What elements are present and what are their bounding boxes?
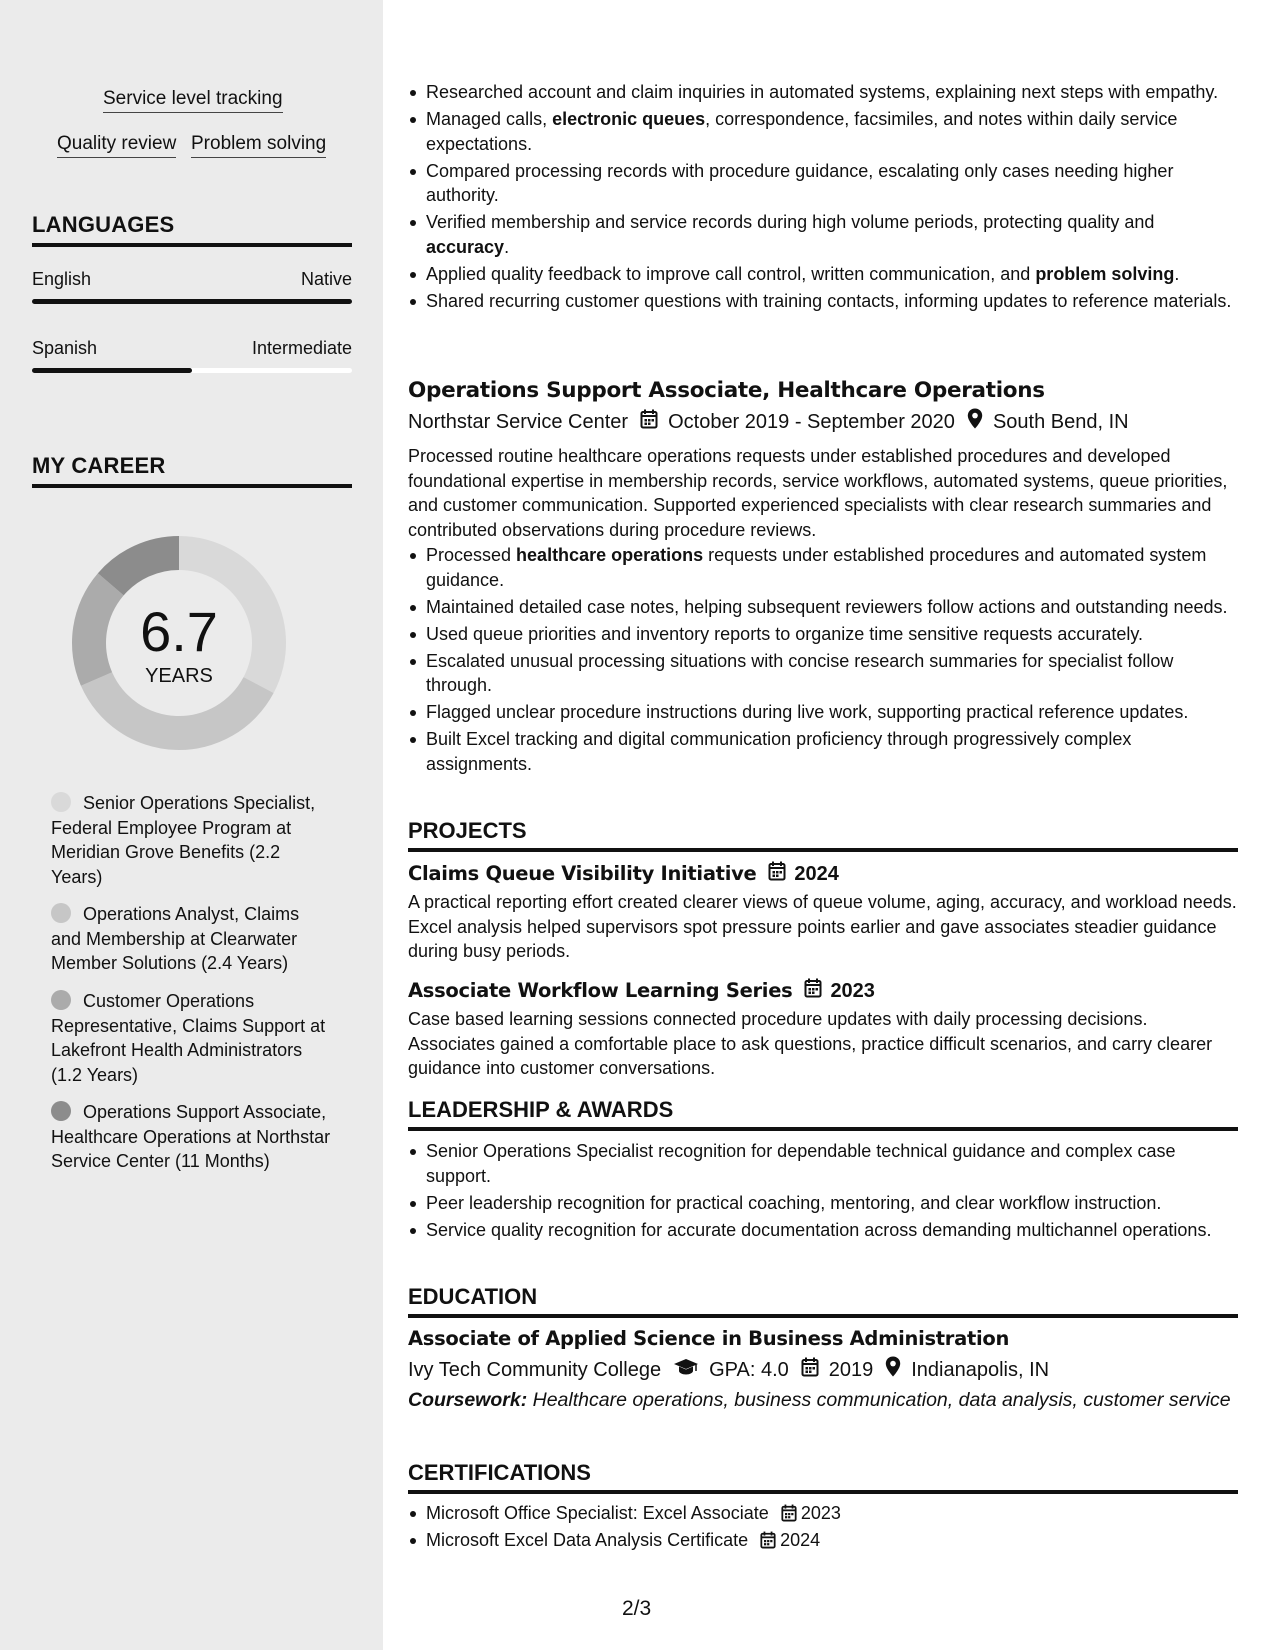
experience-bullet: Escalated unusual processing situations with concise research summaries for specialist follow through. [408, 649, 1238, 698]
experience-bullet: Researched account and claim inquiries in automated systems, explaining next steps with empathy. [408, 80, 1238, 105]
job-summary: Processed routine healthcare operations requests under established procedures and developed foundational expertise in membership records, service workflows, automated systems, queue priorities, and customer communication. Supported experienced specialists with clear research summaries and contributed observations during procedure reviews. [408, 446, 1228, 540]
calendar-icon [640, 409, 658, 436]
project-title-row [408, 861, 839, 887]
experience-bullet: Verified membership and service records during high volume periods, protecting quality and accuracy. [408, 210, 1238, 259]
certification-name: Microsoft Office Specialist: Excel Associate [426, 1503, 769, 1523]
project-year: 2023 [830, 980, 875, 1002]
career-legend-item [51, 902, 331, 976]
job-dates: October 2019 - September 2020 [668, 411, 955, 433]
career-donut-chart [66, 530, 292, 756]
education-year: 2019 [828, 1359, 874, 1381]
education-meta [408, 1356, 1049, 1384]
language-level: Native [300, 269, 352, 289]
experience-bullet: Applied quality feedback to improve call control, written communication, and problem solving. [408, 262, 1238, 287]
leadership-item: Service quality recognition for accurate documentation across demanding multichannel operations. [408, 1218, 1238, 1243]
legend-dot [51, 990, 71, 1010]
school-name: Ivy Tech Community College [408, 1359, 662, 1381]
career-legend-text: Customer Operations Representative, Claims Support at Lakefront Health Administrators (1.2 Years) [51, 991, 326, 1085]
languages-heading: LANGUAGES [32, 211, 352, 247]
previous-job-bullets [408, 80, 1238, 316]
experience-bullet: Used queue priorities and inventory reports to organize time sensitive requests accurately. [408, 622, 1238, 647]
certification-name: Microsoft Excel Data Analysis Certificate [426, 1530, 749, 1550]
skill-tag: Service level tracking [103, 88, 283, 113]
experience-bullet: Shared recurring customer questions with training contacts, informing updates to reference materials. [408, 289, 1238, 314]
coursework-label: Coursework: [408, 1389, 528, 1411]
career-legend-text: Operations Support Associate, Healthcare Operations at Northstar Service Center (11 Months) [51, 1102, 331, 1171]
language-proficiency-bar [32, 368, 352, 373]
graduation-cap-icon [673, 1357, 699, 1383]
location-pin-icon [885, 1356, 901, 1384]
company-name: Northstar Service Center [408, 411, 629, 433]
experience-bullet: Flagged unclear procedure instructions during live work, supporting practical reference updates. [408, 700, 1238, 725]
experience-bullet: Managed calls, electronic queues, correspondence, facsimiles, and notes within daily service expectations. [408, 107, 1238, 156]
job-bullets [408, 543, 1238, 779]
sidebar [0, 0, 383, 1650]
experience-bullet: Maintained detailed case notes, helping subsequent reviewers follow actions and outstanding needs. [408, 595, 1238, 620]
project-description: A practical reporting effort created clearer views of queue volume, aging, accuracy, and workload needs. Excel analysis helped supervisors spot pressure points earlier and gave associates steadier guidance during busy periods. [408, 892, 1237, 961]
education-heading: EDUCATION [408, 1283, 1238, 1318]
education-gpa: GPA: 4.0 [709, 1359, 789, 1381]
certification-item [408, 1501, 1238, 1526]
legend-dot [51, 1101, 71, 1121]
language-proficiency-fill [32, 299, 352, 304]
degree-title: Associate of Applied Science in Business Administration [408, 1327, 1010, 1350]
legend-dot [51, 792, 71, 812]
career-heading: MY CAREER [32, 452, 352, 488]
page-number: 2/3 [622, 1597, 652, 1620]
job-meta [408, 408, 1129, 436]
leadership-list [408, 1139, 1238, 1245]
project-title: Claims Queue Visibility Initiative [408, 862, 757, 885]
career-legend-text: Operations Analyst, Claims and Membership at Clearwater Member Solutions (2.4 Years) [51, 904, 300, 973]
main-content [408, 0, 1240, 1650]
certifications-heading: CERTIFICATIONS [408, 1459, 1238, 1494]
skill-tag: Problem solving [191, 133, 326, 158]
certifications-list [408, 1501, 1238, 1555]
calendar-icon [768, 861, 786, 887]
career-legend-item [51, 1100, 331, 1174]
leadership-item: Senior Operations Specialist recognition for dependable technical guidance and complex case support. [408, 1139, 1238, 1188]
language-proficiency-bar [32, 299, 352, 304]
language-proficiency-fill [32, 368, 192, 373]
career-legend-text: Senior Operations Specialist, Federal Employee Program at Meridian Grove Benefits (2.2 Years) [51, 793, 316, 887]
calendar-icon [804, 978, 822, 1004]
project-description: Case based learning sessions connected procedure updates with daily processing decisions. Associates gained a comfortable place to ask questions, practice difficult scenarios, and carry clearer guidance into customer conversations. [408, 1009, 1213, 1078]
certification-year: 2023 [800, 1503, 841, 1523]
project-title: Associate Workflow Learning Series [408, 979, 793, 1002]
calendar-icon [801, 1357, 819, 1384]
education-location: Indianapolis, IN [911, 1359, 1050, 1381]
projects-heading: PROJECTS [408, 817, 1238, 852]
career-total-years: 6.7 [140, 600, 218, 663]
career-total-unit: YEARS [145, 665, 213, 687]
job-location: South Bend, IN [992, 411, 1129, 433]
certification-year: 2024 [780, 1530, 821, 1550]
calendar-icon [760, 1531, 776, 1549]
job-title: Operations Support Associate, Healthcare Operations [408, 378, 1045, 403]
experience-bullet: Compared processing records with procedure guidance, escalating only cases needing higher authority. [408, 159, 1238, 208]
experience-bullet: Built Excel tracking and digital communication proficiency through progressively complex assignments. [408, 727, 1238, 776]
certification-item [408, 1528, 1238, 1553]
career-legend-item [51, 791, 331, 889]
language-name: English [32, 269, 92, 289]
leadership-heading: LEADERSHIP & AWARDS [408, 1096, 1238, 1131]
project-year: 2024 [794, 863, 839, 885]
leadership-item: Peer leadership recognition for practical coaching, mentoring, and clear workflow instruction. [408, 1191, 1238, 1216]
location-pin-icon [967, 408, 983, 436]
experience-bullet: Processed healthcare operations requests under established procedures and automated system guidance. [408, 543, 1238, 592]
coursework-text: Healthcare operations, business communication, data analysis, customer service [527, 1389, 1231, 1411]
skill-tag: Quality review [57, 133, 176, 158]
legend-dot [51, 903, 71, 923]
coursework [408, 1388, 1238, 1412]
calendar-icon [781, 1504, 797, 1522]
language-name: Spanish [32, 338, 98, 358]
language-level: Intermediate [251, 338, 352, 358]
career-legend-item [51, 989, 331, 1087]
project-title-row [408, 978, 875, 1004]
